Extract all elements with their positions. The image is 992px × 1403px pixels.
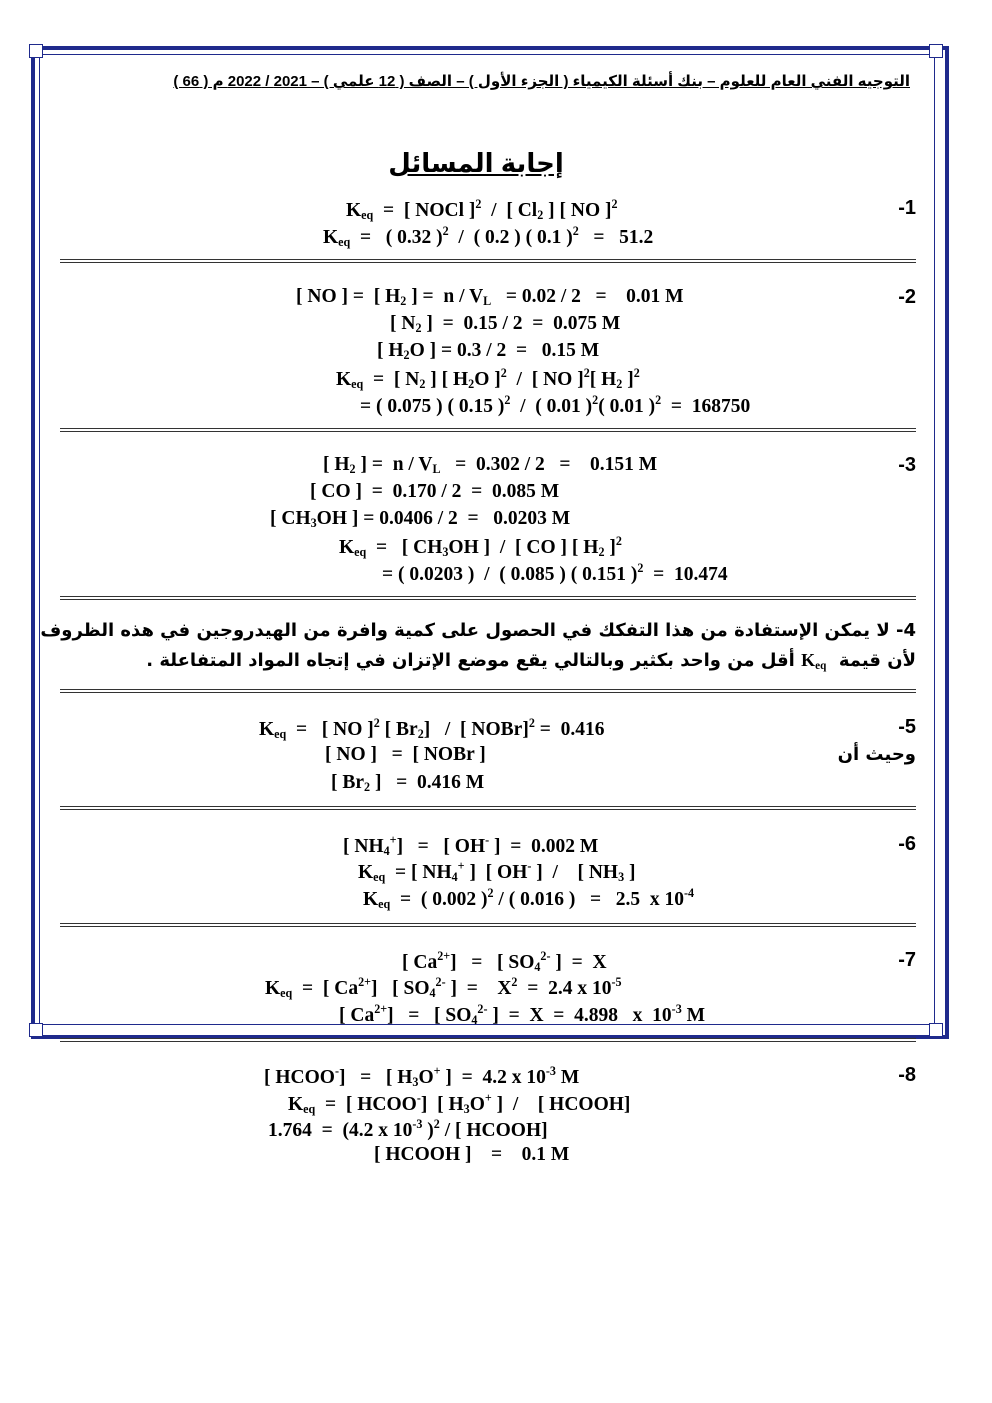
equation-line: 1.764 = (4.2 x $10^{-3}$ )$^2$ / [ HCOOH]	[268, 1117, 548, 1141]
border-corner	[929, 1023, 943, 1037]
problem-number: -5	[898, 716, 916, 738]
equation-line: [ CO ] = 0.170 / 2 = 0.085 M	[310, 481, 560, 502]
equation-line: $K_{eq}$ = ( 0.32 )$^2$ / ( 0.2 ) ( 0.1 )$^2$ = 51.2	[323, 224, 654, 249]
border-corner	[29, 1023, 43, 1037]
problem-number: -1	[898, 197, 916, 219]
page-title: إجابة المسائل	[388, 148, 564, 178]
equation-line: $K_{eq}$ = [ NOCl ]$^2$ / [ $Cl_2$ ] [ NO ]$^2$	[346, 197, 618, 222]
equation-line: [ $Ca^{2+}$] = [ $SO_4^{2-}$ ] = X = 4.898 x $10^{-3}$ M	[339, 1002, 706, 1027]
equation-line: [ HCOOH ] = 0.1 M	[374, 1144, 570, 1165]
answer-note: وحيث أن	[837, 744, 916, 765]
equation-line: [ $H_2O$ ] = 0.3 / 2 = 0.15 M	[377, 340, 600, 362]
problem-number: -6	[898, 833, 916, 855]
equation-line: [ $N_2$ ] = 0.15 / 2 = 0.075 M	[390, 313, 621, 335]
equation-line: $K_{eq}$ = [ HCOO-] [ $H_3O^+$ ] / [ HCOOH]	[288, 1091, 631, 1116]
separator	[60, 259, 916, 263]
border-corner	[29, 44, 43, 58]
equation-line: [ NO ] = [ $H_2$ ] = $n / V_L = 0.02 / 2$ = 0.01 M	[296, 286, 684, 308]
equation-line: [ $H_2$ ] = $n / V_L = 0.302 / 2$ = 0.151 M	[323, 454, 658, 476]
equation-line: [ $Br_2$ ] = 0.416 M	[331, 772, 485, 794]
problem-number: -7	[898, 949, 916, 971]
problem-number: -8	[898, 1064, 916, 1086]
equation-line: $K_{eq}$ = [ $Ca^{2+}$] [ $SO_4^{2-}$ ] = $X^2 = 2.4$ x $10^{-5}$	[265, 975, 622, 1000]
problem-number: -3	[898, 454, 916, 476]
equation-line: [ HCOO-] = [ $H_3O^+$ ] = 4.2 x $10^{-3}$ M	[264, 1064, 580, 1089]
problem-number: -2	[898, 286, 916, 308]
page-header: التوجيه الفني العام للعلوم – بنك أسئلة الكيمياء ( الجزء الأول ) – الصف ( 12 علمي ) – 2021 / 2022 م ( 66 )	[173, 73, 910, 90]
equation-line: = ( 0.0203 ) / ( 0.085 ) ( 0.151 )$^2$ = 10.474	[382, 561, 728, 585]
separator	[60, 596, 916, 600]
equation-line: $K_{eq}$ = [ $NH_4^+$ ] [ OH- ] / [ $NH_3$ ]	[358, 859, 636, 884]
separator	[60, 923, 916, 927]
equation-line: [ $CH_3OH$ ] = 0.0406 / 2 = 0.0203 M	[270, 508, 571, 530]
border-corner	[929, 44, 943, 58]
separator	[60, 689, 916, 693]
equation-line: = ( 0.075 ) ( 0.15 )$^2$ / ( 0.01 )$^2$( 0.01 )$^2$ = 168750	[360, 393, 751, 417]
separator	[60, 1038, 916, 1042]
equation-line: $K_{eq}$ = ( 0.002 )$^2$ / ( 0.016 ) = 2.5 x $10^{-4}$	[363, 886, 695, 911]
equation-line: $K_{eq}$ = [ $N_2$ ] [ $H_2O$ ]$^2$ / [ NO ]$^2$[ $H_2$ ]$^2$	[336, 366, 640, 391]
equation-line: [ $NH_4^+$] = [ OH- ] = 0.002 M	[343, 833, 599, 858]
equation-line: $K_{eq}$ = [ $CH_3OH$ ] / [ CO ] [ $H_2$ ]$^2$	[339, 534, 622, 559]
separator	[60, 806, 916, 810]
equation-line: [ $Ca^{2+}$] = [ $SO_4^{2-}$ ] = X	[402, 949, 607, 974]
equation-line: $K_{eq}$ = [ NO ]$^2$ [ $Br_2$] / [ NOBr]$^2$ = 0.416	[259, 716, 605, 741]
equation-line: [ NO ] = [ NOBr ]	[325, 744, 486, 765]
answer-text: لأن قيمة $K_{eq}$ أقل من واحد بكثير وبالتالي يقع موضع الإتزان في إتجاه المواد المتفاعلة .	[146, 650, 916, 672]
answer-text: 4- لا يمكن الإستفادة من هذا التفكك في الحصول على كمية وافرة من الهيدروجين في هذه الظروف	[40, 620, 916, 641]
separator	[60, 428, 916, 432]
